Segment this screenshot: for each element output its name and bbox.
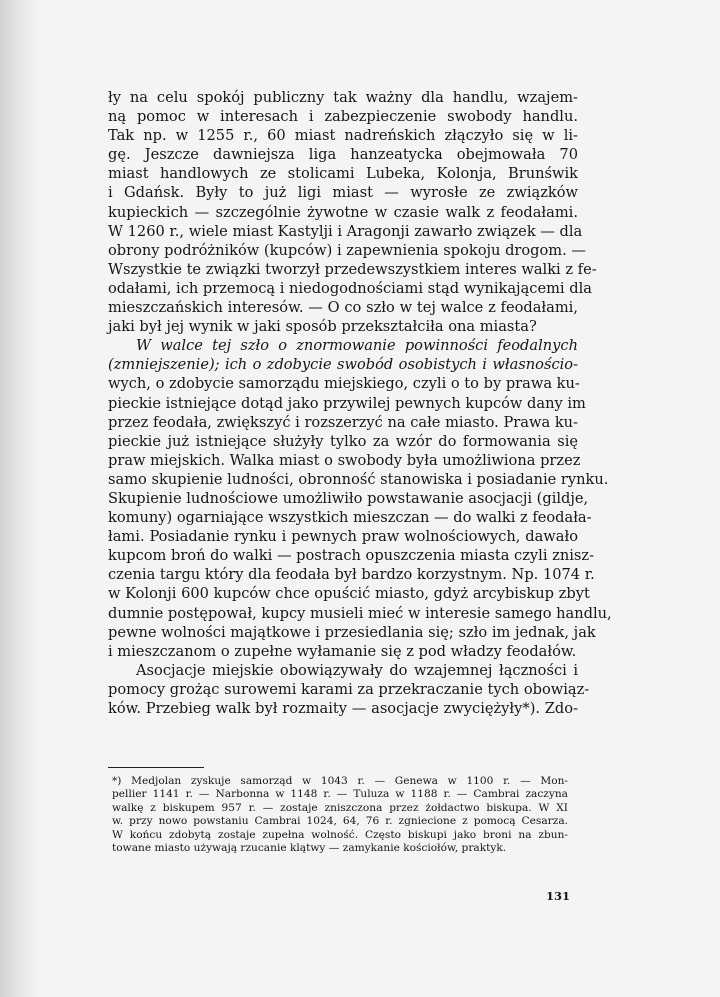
- text-line: ły na celu spokój publiczny tak ważny dla handlu, wzajem-: [108, 89, 578, 106]
- text-line: pewne wolności majątkowe i przesiedlania się; szło im jednak, jak: [108, 623, 596, 641]
- text-line: odałami, ich przemocą i niedogodnościami stąd wynikającemi dla: [108, 279, 592, 297]
- text-line: W 1260 r., wiele miast Kastylji i Aragonji zawarło związek — dla: [108, 222, 583, 240]
- text-line: W walce tej szło o znormowanie powinności feodalnych: [136, 337, 578, 355]
- text-line: Wszystkie te związki tworzył przedewszystkiem interes walki z fe-: [108, 260, 597, 278]
- text-line: gę. Jeszcze dawniejsza liga hanzeatycka obejmowała 70: [108, 146, 578, 164]
- page-number: 131: [545, 889, 570, 903]
- text-line: Tak np. w 1255 r., 60 miast nadreńskich złączyło się w li-: [108, 127, 578, 145]
- footnote-line: pellier 1141 r. — Narbonna w 1148 r. — Tuluza w 1188 r. — Cambrai zaczyna: [112, 788, 568, 801]
- text-line: wych, o zdobycie samorządu miejskiego, czyli o to by prawa ku-: [108, 375, 580, 393]
- text-line: ków. Przebieg walk był rozmaity — asocjacje zwyciężyły*). Zdo-: [108, 700, 578, 717]
- text-line: i mieszczanom o zupełne wyłamanie się z pod władzy feodałów.: [108, 642, 577, 660]
- text-line: praw miejskich. Walka miast o swobody była umożliwiona przez: [108, 451, 581, 469]
- text-line: w Kolonji 600 kupców chce opuścić miasto, gdyż arcybiskup zbyt: [108, 585, 590, 603]
- footnote-line: *) Medjolan zyskuje samorząd w 1043 r. — Genewa w 1100 r. — Mon-: [112, 775, 568, 787]
- footnote-line: W końcu zdobytą zostaje zupełna wolność. Często biskupi jako broni na zbun-: [112, 828, 568, 841]
- footnote-divider: [108, 767, 204, 768]
- main-text: [108, 88, 612, 718]
- text-line: dumnie postępował, kupcy musieli mieć w interesie samego handlu,: [108, 604, 612, 622]
- text-line: komuny) ogarniające wszystkich mieszczan — do walki z feodała-: [108, 509, 592, 527]
- text-line: pomocy grożąc surowemi karami za przekraczanie tych obowiąz-: [108, 680, 590, 698]
- text-line: ną pomoc w interesach i zabezpieczenie swobody handlu.: [108, 108, 578, 126]
- text-line: kupieckich — szczególnie żywotne w czasie walk z feodałami.: [108, 203, 578, 221]
- text-line: Asocjacje miejskie obowiązywały do wzajemnej łączności i: [136, 661, 578, 679]
- text-line: Skupienie ludnościowe umożliwiło powstawanie asocjacji (gildje,: [108, 489, 589, 507]
- page-gutter-shadow: [0, 0, 38, 997]
- text-line: obrony podróżników (kupców) i zapewnienia spokoju drogom. —: [108, 241, 587, 259]
- footnote: [112, 775, 568, 855]
- footnote-line: towane miasto używają rzucanie klątwy — zamykanie kościołów, praktyk.: [112, 842, 507, 855]
- text-line: samo skupienie ludności, obronność stanowiska i posiadanie rynku.: [108, 470, 609, 488]
- footnote-line: w. przy nowo powstaniu Cambrai 1024, 64, 76 r. zgniecione z pomocą Cesarza.: [112, 815, 568, 828]
- text-line: przez feodała, zwiększyć i rozszerzyć na całe miasto. Prawa ku-: [108, 413, 578, 431]
- text-line: (zmniejszenie); ich o zdobycie swobód osobistych i własnościo-: [108, 356, 578, 374]
- text-line: miast handlowych ze stolicami Lubeka, Kolonja, Brunświk: [108, 165, 578, 183]
- text-line: jaki był jej wynik w jaki sposób przekształciła ona miasta?: [108, 318, 537, 336]
- text-line: czenia targu który dla feodała był bardzo korzystnym. Np. 1074 r.: [108, 566, 595, 584]
- footnote-line: walkę z biskupem 957 r. — zostaje zniszczona przez żołdactwo biskupa. W XI: [112, 801, 568, 814]
- text-line: kupcom broń do walki — postrach opuszczenia miasta czyli znisz-: [108, 547, 594, 565]
- text-line: i Gdańsk. Były to już ligi miast — wyrosłe ze związków: [108, 184, 578, 202]
- text-line: pieckie już istniejące służyły tylko za wzór do formowania się: [108, 432, 578, 450]
- text-line: łami. Posiadanie rynku i pewnych praw wolnościowych, dawało: [108, 528, 578, 546]
- text-line: pieckie istniejące dotąd jako przywilej pewnych kupców dany im: [108, 394, 586, 412]
- text-line: mieszczańskich interesów. — O co szło w tej walce z feodałami,: [108, 299, 578, 317]
